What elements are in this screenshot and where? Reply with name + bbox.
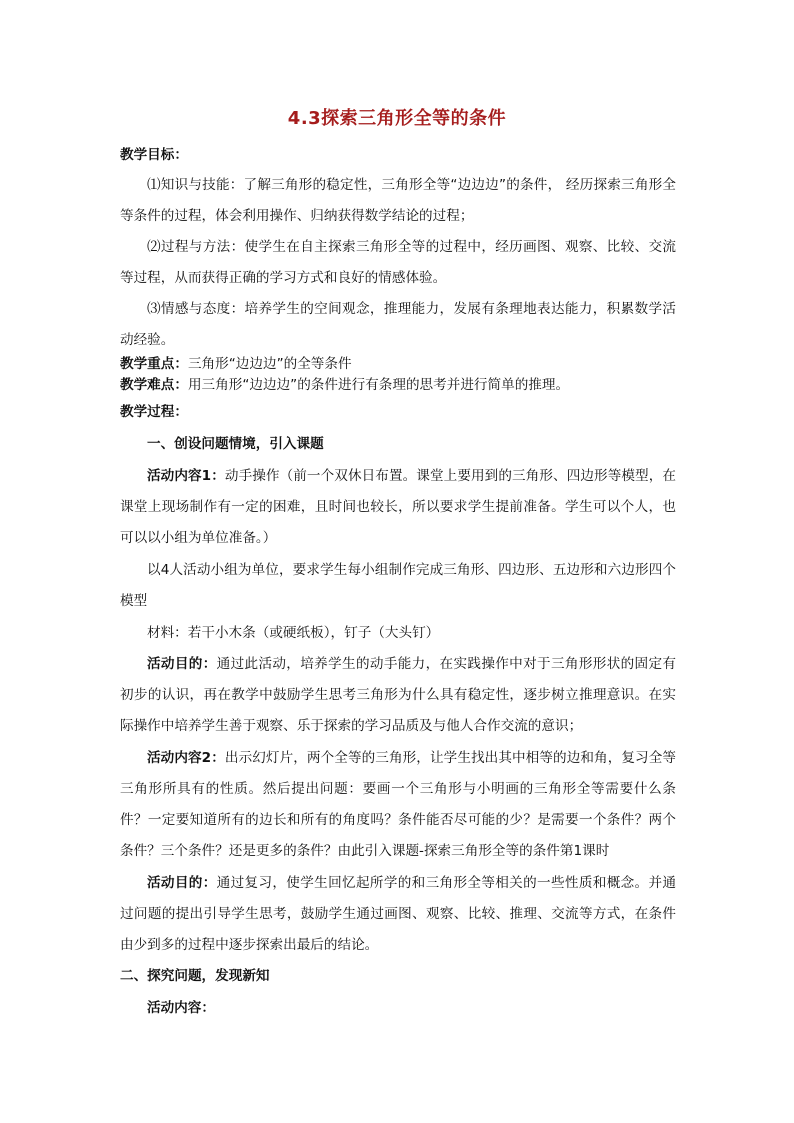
activity1-paragraph [120,461,676,554]
objective-item-2: ⑵过程与方法：使学生在自主探索三角形全等的过程中，经历画图、观察、比较、交流等过程，从而获得正确的学习方式和良好的情感体验。 [120,239,676,286]
section2-heading [120,961,676,992]
process-heading [120,397,676,428]
purpose1-label: 活动目的： [147,656,217,672]
purpose2-text: 通过复习，使学生回忆起所学的和三角形全等相关的一些性质和概念。并通过问题的提出引导学生思考，鼓励学生通过画图、观察、比较、推理、交流等方式，在条件由少到多的过程中逐步探索出最后的结论。 [120,875,677,953]
activity2-label: 活动内容2： [147,750,225,766]
objectives-heading [120,140,676,171]
objectives-heading-label: 教学目标： [120,147,188,163]
document-title: 4.3探索三角形全等的条件 [287,108,507,129]
objective-item-3: ⑶情感与态度：培养学生的空间观念，推理能力，发展有条理地表达能力，积累数学活动经验。 [120,301,676,348]
key-point-line [120,354,676,375]
objective-item-1: ⑴知识与技能：了解三角形的稳定性，三角形全等“边边边”的条件， 经历探索三角形全等条件的过程，体会利用操作、归纳获得数学结论的过程； [120,177,676,224]
section2-activity-label: 活动内容： [147,1000,215,1016]
activity1-text: 动手操作（前一个双休日布置。课堂上要用到的三角形、四边形等模型，在课堂上现场制作有一定的困难，且时间也较长，所以要求学生提前准备。学生可以个人，也可以以小组为单位准备。） [120,468,676,546]
purpose1-text: 通过此活动，培养学生的动手能力，在实践操作中对于三角形形状的固定有初步的认识，再在教学中鼓励学生思考三角形为什么具有稳定性，逐步树立推理意识。在实际操作中培养学生善于观察、乐于探索的学习品质及与他人合作交流的意识； [120,656,677,734]
group-paragraph: 以4人活动小组为单位，要求学生每小组制作完成三角形、四边形、五边形和六边形四个模型 [120,562,676,609]
difficulty-line [120,375,676,396]
key-point-text: 三角形“边边边”的全等条件 [187,356,352,372]
section2-activity [120,993,676,1024]
difficulty-text: 用三角形“边边边”的条件进行有条理的思考并进行简单的推理。 [187,377,570,393]
difficulty-label: 教学难点： [120,377,188,393]
key-point-label: 教学重点： [120,356,188,372]
activity1-label: 活动内容1： [147,468,225,484]
section1-heading [120,429,676,460]
purpose1-paragraph [120,649,676,742]
purpose2-label: 活动目的： [147,875,217,891]
section1-heading-label: 一、创设问题情境，引入课题 [147,436,324,452]
process-heading-label: 教学过程： [120,404,188,420]
section2-heading-label: 二、探究问题，发现新知 [120,968,270,984]
materials-paragraph: 材料：若干小木条（或硬纸板），钉子（大头钉） [147,625,440,641]
activity2-paragraph [120,743,676,867]
purpose2-paragraph [120,868,676,961]
activity2-text: 出示幻灯片，两个全等的三角形，让学生找出其中相等的边和角，复习全等三角形所具有的性质。然后提出问题：要画一个三角形与小明画的三角形全等需要什么条件？一定要知道所有的边长和所有的角度吗？条件能否尽可能的少？是需要一个条件？两个条件？三个条件？还是更多的条件？由此引入课题-探索三角形全等的条件第1课时 [120,750,676,859]
